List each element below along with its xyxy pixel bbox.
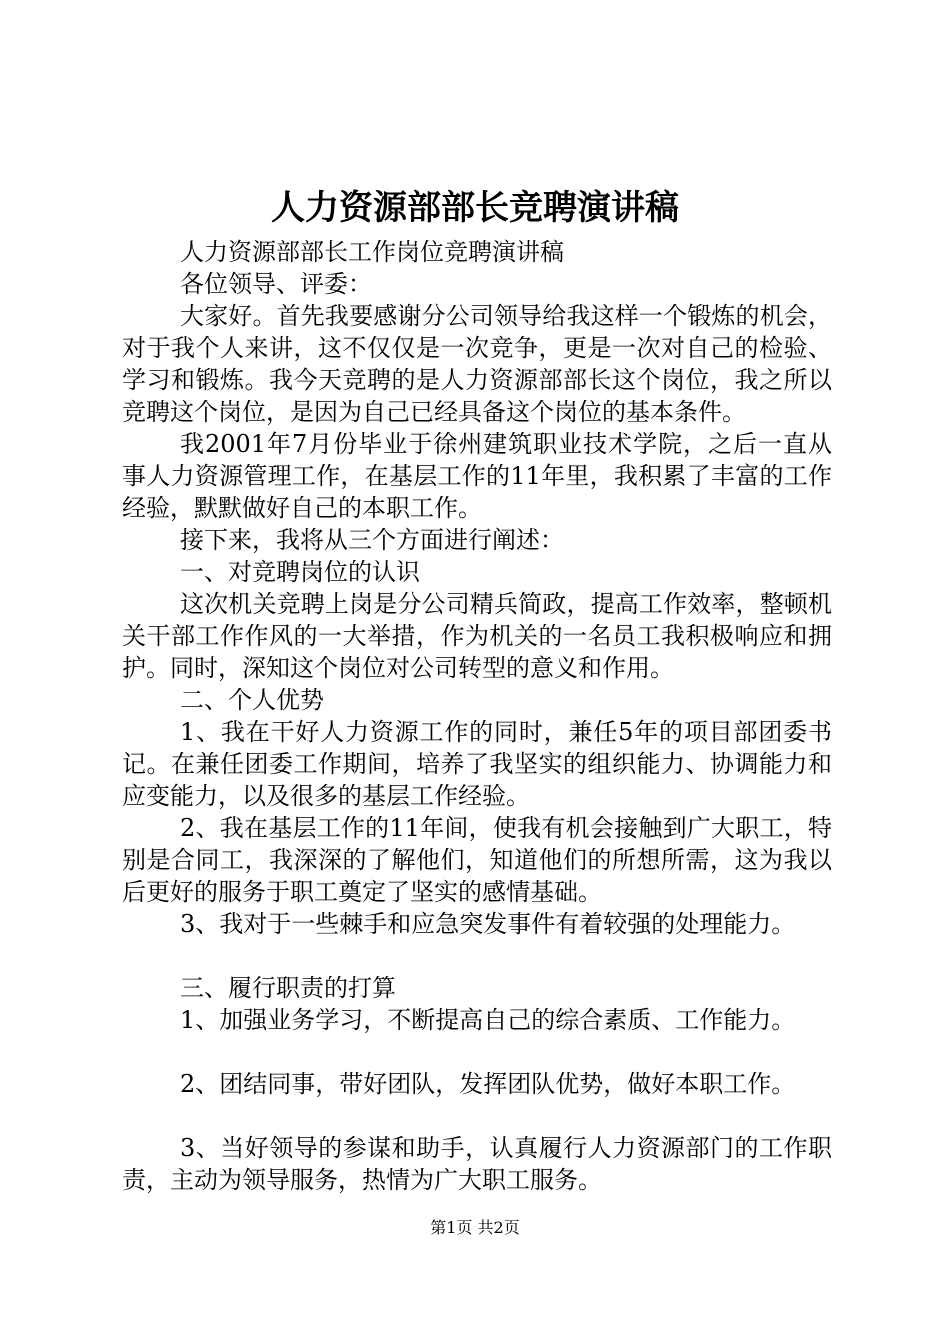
blank-line (122, 940, 832, 972)
blank-line (122, 1100, 832, 1132)
paragraph-section-1: 这次机关竞聘上岗是分公司精兵简政，提高工作效率，整顿机关干部工作作风的一大举措，作为机关的一名员工我积极响应和拥护。同时，深知这个岗位对公司转型的意义和作用。 (122, 590, 832, 682)
paragraph-plan-2: 2、团结同事，带好团队，发挥团队优势，做好本职工作。 (180, 1070, 796, 1098)
document-body (122, 236, 832, 1196)
section-heading-3: 三、履行职责的打算 (180, 974, 396, 1002)
paragraph-outline: 接下来，我将从三个方面进行阐述： (180, 526, 564, 554)
page-footer: 第1页 共2页 (430, 1218, 520, 1237)
paragraph-plan-1: 1、加强业务学习，不断提高自己的综合素质、工作能力。 (180, 1006, 796, 1034)
paragraph-advantage-3: 3、我对于一些棘手和应急突发事件有着较强的处理能力。 (180, 910, 796, 938)
paragraph-salutation: 各位领导、评委： (180, 270, 372, 298)
paragraph-advantage-1: 1、我在干好人力资源工作的同时，兼任5年的项目部团委书记。在兼任团委工作期间，培养了我坚实的组织能力、协调能力和应变能力，以及很多的基层工作经验。 (122, 718, 832, 810)
paragraph-plan-3: 3、当好领导的参谋和助手，认真履行人力资源部门的工作职责，主动为领导服务，热情为广大职工服务。 (122, 1134, 832, 1194)
paragraph-subtitle: 人力资源部部长工作岗位竞聘演讲稿 (180, 238, 564, 266)
blank-line (122, 1036, 832, 1068)
section-heading-1: 一、对竞聘岗位的认识 (180, 558, 420, 586)
section-heading-2: 二、个人优势 (180, 686, 324, 714)
paragraph-advantage-2: 2、我在基层工作的11年间，使我有机会接触到广大职工，特别是合同工，我深深的了解他们，知道他们的所想所需，这为我以后更好的服务于职工奠定了坚实的感情基础。 (122, 814, 832, 906)
document-title: 人力资源部部长竞聘演讲稿 (271, 188, 679, 228)
paragraph-intro: 大家好。首先我要感谢分公司领导给我这样一个锻炼的机会，对于我个人来讲，这不仅仅是一次竞争，更是一次对自己的检验、学习和锻炼。我今天竞聘的是人力资源部部长这个岗位，我之所以竞聘这个岗位，是因为自己已经具备这个岗位的基本条件。 (122, 302, 832, 426)
paragraph-background: 我2001年7月份毕业于徐州建筑职业技术学院，之后一直从事人力资源管理工作，在基层工作的11年里，我积累了丰富的工作经验，默默做好自己的本职工作。 (122, 430, 832, 522)
